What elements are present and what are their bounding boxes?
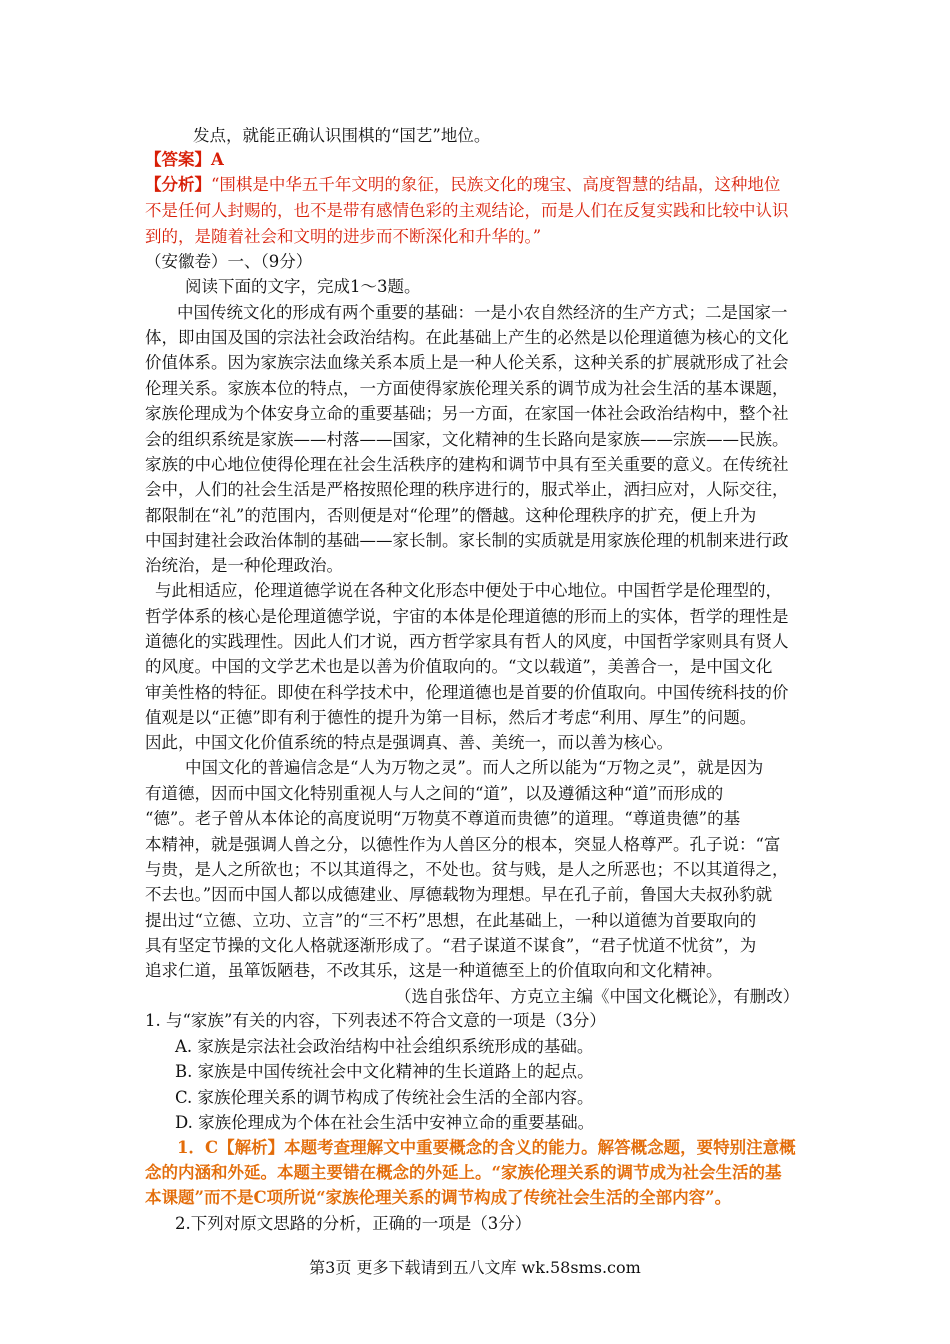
paragraph-line: 体，即由国及国的宗法社会政治结构。在此基础上产生的必然是以伦理道德为核心的文化 (145, 328, 789, 347)
question-stem-text: 1. 与“家族”有关的内容，下列表述 (145, 1011, 398, 1030)
paragraph-line: 会中，人们的社会生活是严格按照伦理的秩序进行的，服式举止，洒扫应对，人际交往， (145, 480, 789, 499)
analysis-line-1 (145, 173, 780, 197)
option-a: A. 家族是宗法社会政治结构中社会组织系统形成的基础。 (175, 1037, 594, 1056)
analysis-text: 不是任何人封赐的，也不是带有感情色彩的主观结论，而是人们在反复实践和比较中认识 (145, 201, 789, 220)
explanation-line: 1．C【解析】本题考查理解文中重要概念的含义的能力。解答概念题，要特别注意概 (177, 1138, 796, 1157)
option-c: C. 家族伦理关系的调节构成了传统社会生活的全部内容。 (175, 1088, 594, 1107)
paragraph-line: 道德化的实践理性。因此人们才说，西方哲学家具有哲人的风度，中国哲学家则具有贤人 (145, 632, 789, 651)
answer-line (145, 148, 224, 172)
explanation-line: 本课题”而不是C项所说“家族伦理关系的调节构成了传统社会生活的全部内容”。 (145, 1188, 732, 1207)
paragraph-line: 中国传统文化的形成有两个重要的基础：一是小农自然经济的生产方式；二是国家一 (177, 303, 788, 322)
paragraph-line: 有道德，因而中国文化特别重视人与人之间的“道”，以及遵循这种“道”而形成的 (145, 784, 724, 803)
paragraph-line: 哲学体系的核心是伦理道德学说，宇宙的本体是伦理道德的形而上的实体，哲学的理性是 (145, 607, 789, 626)
reading-instruction: 阅读下面的文字，完成1～3题。 (185, 277, 421, 296)
paragraph-line: 不去也。”因而中国人都以成德建业、厚德载物为理想。早在孔子前，鲁国大夫叔孙豹就 (145, 885, 773, 904)
question-2-stem: 2.下列对原文思路的分析，正确的一项是（3分） (175, 1214, 532, 1233)
paragraph-line: 伦理关系。家族本位的特点，一方面使得家族伦理关系的调节成为社会生活的基本课题， (145, 379, 789, 398)
paragraph-line: 中国封建社会政治体制的基础——家长制。家长制的实质就是用家族伦理的机制来进行政 (145, 531, 789, 550)
paragraph-line: 的风度。中国的文学艺术也是以善为价值取向的。“文以载道”，美善合一，是中国文化 (145, 657, 773, 676)
paragraph-line: 家族的中心地位使得伦理在社会生活秩序的建构和调节中具有至关重要的意义。在传统社 (145, 455, 789, 474)
source-citation: （选自张岱年、方克立主编《中国文化概论》，有删改） (395, 987, 800, 1006)
paragraph-line: 与贵，是人之所欲也；不以其道得之，不处也。贫与贱，是人之所恶也；不以其道得之， (145, 860, 789, 879)
paragraph-line: 中国文化的普遍信念是“人为万物之灵”。而人之所以能为“万物之灵”，就是因为 (185, 758, 764, 777)
paragraph-line: 与此相适应，伦理道德学说在各种文化形态中便处于中心地位。中国哲学是伦理型的， (155, 581, 782, 600)
paragraph-line: “德”。老子曾从本体论的高度说明“万物莫不尊道而贵德”的道理。“尊道贵德”的基 (145, 809, 741, 828)
paragraph-line: 提出过“立德、立功、立言”的“三不朽”思想，在此基础上，一种以道德为首要取向的 (145, 911, 757, 930)
paragraph-line: 具有坚定节操的文化人格就逐渐形成了。“君子谋道不谋食”，“君子忧道不忧贫”，为 (145, 936, 757, 955)
page-footer: 第3页 更多下载请到五八文库 wk.58sms.com (309, 1258, 641, 1277)
paragraph-line: 价值体系。因为家族宗法血缘关系本质上是一种人伦关系，这种关系的扩展就形成了社会 (145, 353, 789, 372)
emphasis-char: 不 (397, 1011, 414, 1030)
analysis-text: “围棋是中华五千年文明的象征，民族文化的瑰宝、高度智慧的结晶，这种地位 (211, 175, 781, 194)
paragraph-line: 本精神，就是强调人兽之分，以德性作为人兽区分的根本，突显人格尊严。孔子说：“富 (145, 835, 781, 854)
paragraph-line: 都限制在“礼”的范围内，否则便是对“伦理”的僭越。这种伦理秩序的扩充，便上升为 (145, 506, 757, 525)
paragraph-line: 追求仁道，虽箪饭陋巷，不改其乐，这是一种道德至上的价值取向和文化精神。 (145, 961, 723, 980)
question-stem-text: 文意的一项是（3分） (446, 1011, 606, 1030)
paragraph-line: 审美性格的特征。即使在科学技术中，伦理道德也是首要的价值取向。中国传统科技的价 (145, 683, 789, 702)
answer-value: A (211, 150, 224, 169)
paragraph-line: 家族伦理成为个体安身立命的重要基础；另一方面，在家国一体社会政治结构中，整个社 (145, 404, 789, 423)
analysis-text: 到的，是随着社会和文明的进步而不断深化和升华的。” (145, 227, 542, 246)
paragraph-line: 治统治，是一种伦理政治。 (145, 556, 343, 575)
emphasis-char: 符 (413, 1011, 431, 1030)
emphasis-char: 合 (430, 1011, 447, 1030)
analysis-label: 【分析】 (145, 175, 211, 194)
section-header: （安徽卷）一、（9分） (145, 252, 313, 271)
intro-line: 发点，就能正确认识围棋的“国艺”地位。 (193, 126, 491, 145)
paragraph-line: 因此，中国文化价值系统的特点是强调真、善、美统一，而以善为核心。 (145, 733, 673, 752)
explanation-line: 念的内涵和外延。本题主要错在概念的外延上。“家族伦理关系的调节成为社会生活的基 (145, 1163, 782, 1182)
answer-label: 【答案】 (145, 150, 211, 169)
paragraph-line: 会的组织系统是家族——村落——国家，文化精神的生长路向是家族——宗族——民族。 (145, 430, 789, 449)
paragraph-line: 值观是以“正德”即有利于德性的提升为第一目标，然后才考虑“利用、厚生”的问题。 (145, 708, 757, 727)
question-1-stem (145, 1009, 606, 1033)
option-d: D. 家族伦理成为个体在社会生活中安神立命的重要基础。 (175, 1113, 595, 1132)
option-b: B. 家族是中国传统社会中文化精神的生长道路上的起点。 (175, 1062, 594, 1081)
